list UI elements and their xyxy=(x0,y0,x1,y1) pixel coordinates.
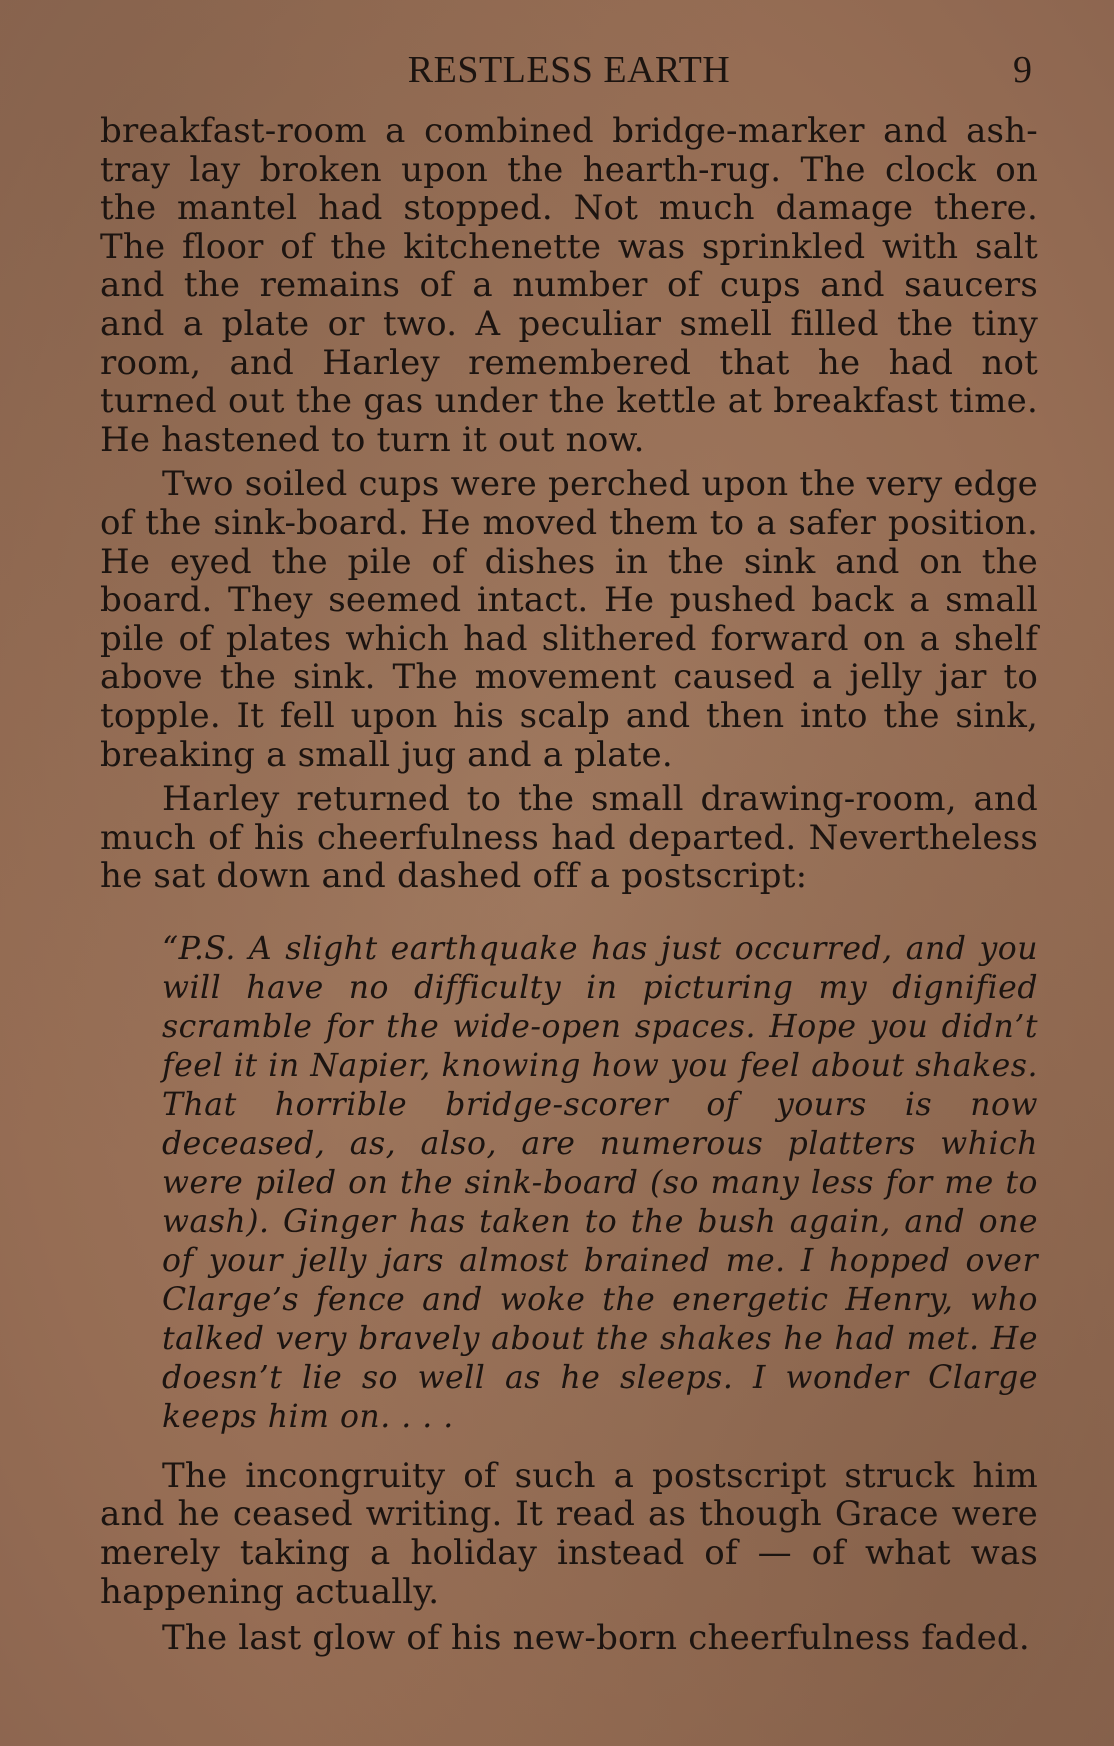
paragraph-continued: breakfast-room a combined bridge-marker and ash-tray lay broken upon the hearth-rug. The clock on the mantel had stopped. Not much damage there. The floor of the kitchenette was sprinkled with salt and the remains of a number of cups and saucers and a plate or two. A peculiar smell filled the tiny room, and Harley remembered that he had not turned out the gas under the kettle at breakfast time. He hastened to turn it out now. xyxy=(100,111,1038,460)
postscript-quote: “P.S. A slight earthquake has just occurred, and you will have no difficulty in picturing my dignified scramble for the wide-open spaces. Hope you didn’t feel it in Napier, knowing how you feel about shakes. That horrible bridge-scorer of yours is now deceased, as, also, are numerous platters which were piled on the sink-board (so many less for me to wash). Ginger has taken to the bush again, and one of your jelly jars almost brained me. I hopped over Clarge’s fence and woke the energetic Henry, who talked very bravely about the shakes he had met. He doesn’t lie so well as he sleeps. I wonder Clarge keeps him on. . . . xyxy=(162,930,1038,1435)
paragraph-last-glow: The last glow of his new-born cheerfulness faded. xyxy=(162,1618,1030,1659)
running-header xyxy=(100,46,1038,94)
paragraph-drawing-room: Harley returned to the small drawing-room, and much of his cheerfulness had departed. Nevertheless he sat down and dashed off a postscript: xyxy=(100,779,1038,897)
page-number: 9 xyxy=(1013,49,1032,91)
body-text xyxy=(100,112,1038,1658)
paragraph-sink-board: Two soiled cups were perched upon the very edge of the sink-board. He moved them to a safer position. He eyed the pile of dishes in the sink and on the board. They seemed intact. He pushed back a small pile of plates which had slithered forward on a shelf above the sink. The movement caused a jelly jar to topple. It fell upon his scalp and then into the sink, breaking a small jug and a plate. xyxy=(100,464,1038,775)
paragraph-incongruity: The incongruity of such a postscript struck him and he ceased writing. It read as though Grace were merely taking a holiday instead of — of what was happening actually. xyxy=(100,1455,1038,1612)
running-title: RESTLESS EARTH xyxy=(407,49,731,91)
